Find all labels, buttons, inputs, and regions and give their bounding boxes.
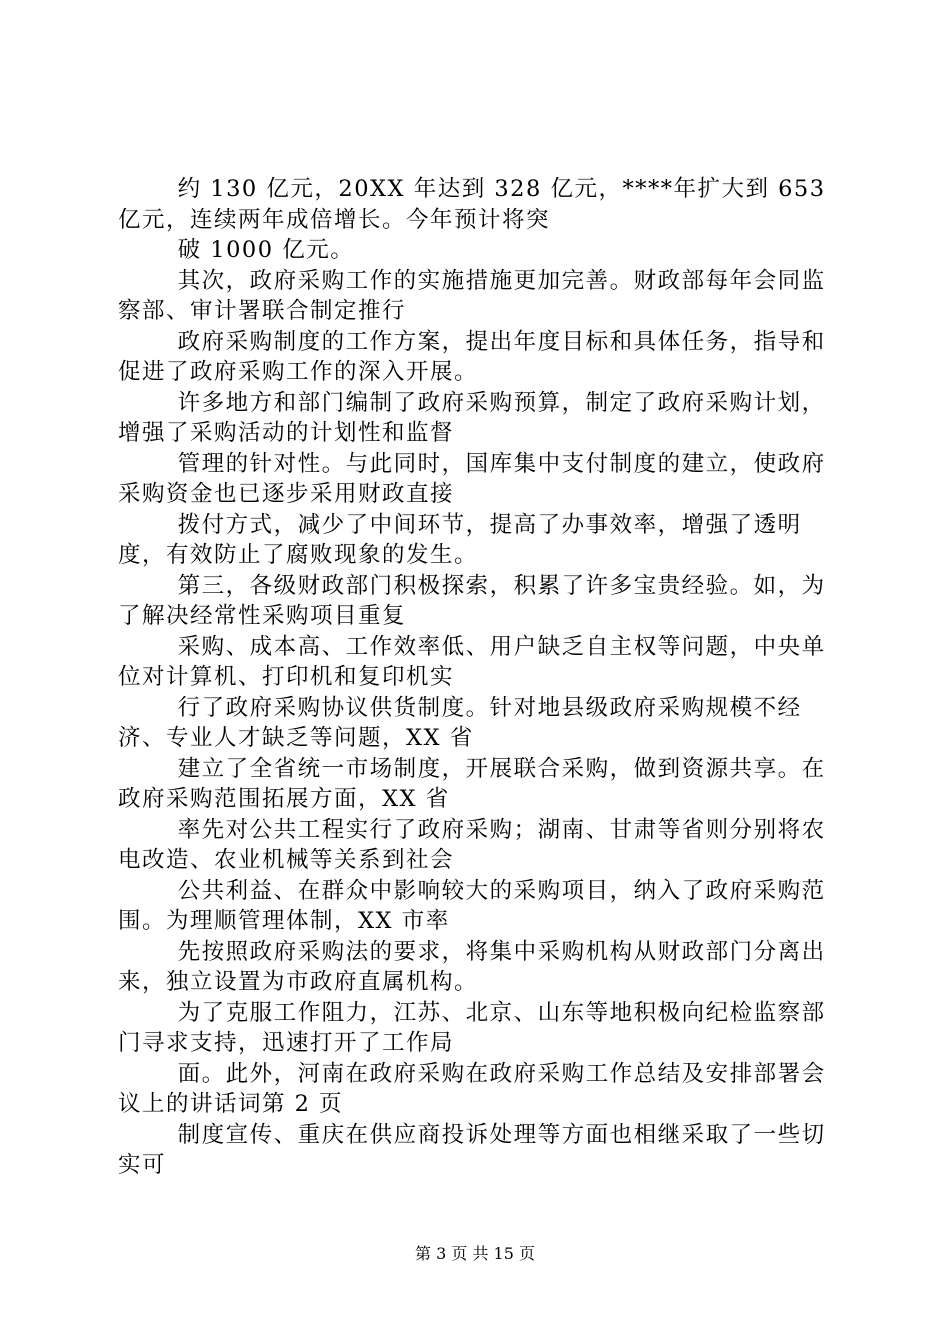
- paragraph: 公共利益、在群众中影响较大的采购项目，纳入了政府采购范围。为理顺管理体制，XX 市率: [118, 877, 826, 934]
- paragraph: 其次，政府采购工作的实施措施更加完善。财政部每年会同监察部、审计署联合制定推行: [118, 267, 826, 324]
- paragraph: 破 1000 亿元。: [177, 237, 355, 263]
- paragraph: 拨付方式，减少了中间环节，提高了办事效率，增强了透明度，有效防止了腐败现象的发生。: [118, 511, 802, 568]
- paragraph: 行了政府采购协议供货制度。针对地县级政府采购规模不经济、专业人才缺乏等问题，XX 省: [118, 694, 802, 751]
- paragraph: 先按照政府采购法的要求，将集中采购机构从财政部门分离出来，独立设置为市政府直属机构。: [118, 938, 826, 995]
- paragraph: 政府采购制度的工作方案，提出年度目标和具体任务，指导和促进了政府采购工作的深入开展。: [118, 328, 826, 385]
- paragraph: 管理的针对性。与此同时，国库集中支付制度的建立，使政府采购资金也已逐步采用财政直接: [118, 450, 826, 507]
- paragraph: 约 130 亿元，20XX 年达到 328 亿元，****年扩大到 653 亿元，连续两年成倍增长。今年预计将突: [118, 176, 826, 233]
- paragraph: 建立了全省统一市场制度，开展联合采购，做到资源共享。在政府采购范围拓展方面，XX 省: [118, 755, 826, 812]
- paragraph: 制度宣传、重庆在供应商投诉处理等方面也相继采取了一些切实可: [118, 1121, 826, 1178]
- paragraph: 许多地方和部门编制了政府采购预算，制定了政府采购计划，增强了采购活动的计划性和监督: [118, 389, 826, 446]
- document-body: [118, 174, 834, 1181]
- paragraph: 面。此外，河南在政府采购在政府采购工作总结及安排部署会议上的讲话词第 2 页: [118, 1060, 826, 1117]
- page-number-footer: 第 3 页 共 15 页: [415, 1244, 535, 1263]
- paragraph: 为了克服工作阻力，江苏、北京、山东等地积极向纪检监察部门寻求支持，迅速打开了工作局: [118, 999, 826, 1056]
- paragraph: 采购、成本高、工作效率低、用户缺乏自主权等问题，中央单位对计算机、打印机和复印机实: [118, 633, 826, 690]
- paragraph: 第三，各级财政部门积极探索，积累了许多宝贵经验。如，为了解决经常性采购项目重复: [118, 572, 826, 629]
- paragraph: 率先对公共工程实行了政府采购；湖南、甘肃等省则分别将农电改造、农业机械等关系到社会: [118, 816, 826, 873]
